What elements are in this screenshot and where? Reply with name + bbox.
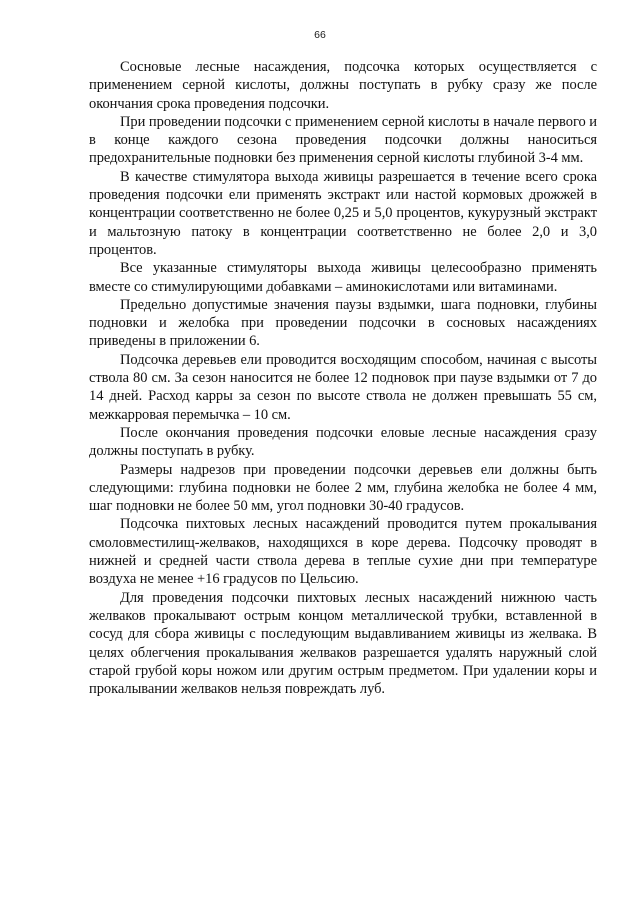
paragraph: Размеры надрезов при проведении подсочки деревьев ели должны быть следующими: глубина подновки не более 2 мм, глубина желобка не более 4 мм, шаг подновки не более 50 мм, угол подновки 30-40 градусов. [89,461,597,515]
paragraph: При проведении подсочки с применением серной кислоты в начале первого и в конце каждого сезона проведения подсочки должны наноситься предохранительные подновки без применения серной кислоты глубиной 3-4 мм. [89,113,597,167]
paragraph: В качестве стимулятора выхода живицы разрешается в течение всего срока проведения подсочки ели применять экстракт или настой кормовых дрожжей в концентрации соответственно не более 0,25 и 5,0 процентов, кукурузный экстракт и мальтозную патоку в концентрации соответственно не более 2,0 и 3,0 процентов. [89,168,597,258]
paragraph: После окончания проведения подсочки еловые лесные насаждения сразу должны поступать в рубку. [89,424,597,460]
paragraph: Подсочка деревьев ели проводится восходящим способом, начиная с высоты ствола 80 см. За сезон наносится не более 12 подновок при паузе вздымки от 7 до 14 дней. Расход карры за сезон по высоте ствола не должен превышать 55 см, межкарровая перемычка – 10 см. [89,351,597,423]
document-body [89,58,597,698]
paragraph: Подсочка пихтовых лесных насаждений проводится путем прокалывания смоловместилищ-желваков, находящихся в коре дерева. Подсочку проводят в нижней и средней части ствола дерева в теплые сухие дни при температуре воздуха не менее +16 градусов по Цельсию. [89,516,597,588]
paragraph: Сосновые лесные насаждения, подсочка которых осуществляется с применением серной кислоты, должны поступать в рубку сразу же после окончания срока проведения подсочки. [89,59,597,112]
paragraph: Все указанные стимуляторы выхода живицы целесообразно применять вместе со стимулирующими добавками – аминокислотами или витаминами. [89,260,597,295]
paragraph: Для проведения подсочки пихтовых лесных насаждений нижнюю часть желваков прокалывают острым концом металлической трубки, вставленной в сосуд для сбора живицы с последующим выдавливанием живицы из желвака. В целях облегчения прокалывания желваков разрешается удалять наружный слой старой грубой коры ножом или другим острым предметом. При удалении коры и прокалывании желваков нельзя повреждать луб. [89,589,597,698]
paragraph: Предельно допустимые значения паузы вздымки, шага подновки, глубины подновки и желобка при проведении подсочки в сосновых насаждениях приведены в приложении 6. [89,296,597,350]
page-number: 66 [314,29,326,41]
